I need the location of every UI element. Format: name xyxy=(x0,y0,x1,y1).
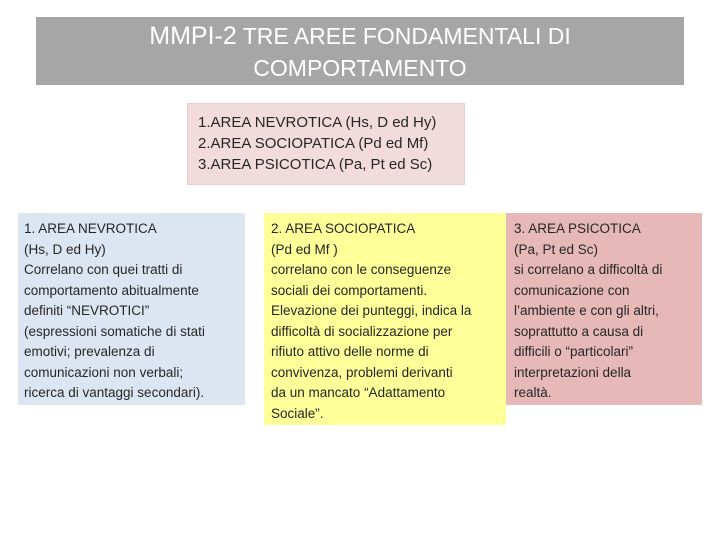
nevrotica-line: ricerca di vantaggi secondari). xyxy=(24,385,205,400)
psicotica-line: (Pa, Pt ed Sc) xyxy=(514,241,599,257)
summary-line: 3.AREA PSICOTICA (Pa, Pt ed Sc) xyxy=(198,156,433,173)
sociopatica-line: Sociale”. xyxy=(271,405,324,421)
sociopatica-line: (Pd ed Mf ) xyxy=(271,241,338,257)
nevrotica-line: Correlano con quei tratti di xyxy=(24,262,183,277)
sociopatica-line: correlano con le conseguenze xyxy=(271,262,452,277)
area-sociopatica-box xyxy=(264,213,506,425)
nevrotica-line: (espressioni somatiche di stati xyxy=(24,323,205,339)
summary-box xyxy=(187,103,465,185)
psicotica-line: soprattutto a causa di xyxy=(514,323,644,339)
psicotica-line: 3. AREA PSICOTICA xyxy=(514,221,641,236)
nevrotica-line: (Hs, D ed Hy) xyxy=(24,241,106,257)
title-line-1 xyxy=(36,21,684,51)
psicotica-line: si correlano a difficoltà di xyxy=(514,262,663,277)
area-nevrotica-box xyxy=(18,213,245,405)
nevrotica-line: 1. AREA NEVROTICA xyxy=(24,221,157,236)
area-psicotica-box xyxy=(506,213,702,405)
summary-line: 1.AREA NEVROTICA (Hs, D ed Hy) xyxy=(198,114,437,131)
nevrotica-line: comunicazioni non verbali; xyxy=(24,364,184,380)
title-line-2: COMPORTAMENTO xyxy=(253,55,467,81)
psicotica-line: comunicazione con xyxy=(514,282,630,298)
psicotica-line: interpretazioni della xyxy=(514,364,632,380)
sociopatica-line: sociali dei comportamenti. xyxy=(271,282,428,298)
sociopatica-line: difficoltà di socializzazione per xyxy=(271,323,453,339)
psicotica-line: realtà. xyxy=(514,385,552,400)
sociopatica-line: da un mancato “Adattamento xyxy=(271,385,446,400)
summary-line: 2.AREA SOCIOPATICA (Pd ed Mf) xyxy=(198,135,429,152)
sociopatica-line: Elevazione dei punteggi, indica la xyxy=(271,303,472,318)
title-banner xyxy=(36,17,684,85)
sociopatica-line: convivenza, problemi derivanti xyxy=(271,364,453,380)
title-line-1-text: TRE AREE FONDAMENTALI DI xyxy=(236,23,571,49)
nevrotica-line: definiti “NEVROTICI” xyxy=(24,303,150,318)
sociopatica-line: rifiuto attivo delle norme di xyxy=(271,344,429,359)
sociopatica-line: 2. AREA SOCIOPATICA xyxy=(271,221,416,236)
psicotica-line: l’ambiente e con gli altri, xyxy=(514,303,659,318)
nevrotica-line: comportamento abitualmente xyxy=(24,282,199,298)
nevrotica-line: emotivi; prevalenza di xyxy=(24,344,155,359)
psicotica-line: difficili o “particolari” xyxy=(514,344,634,359)
title-prefix: MMPI-2 xyxy=(149,22,237,50)
